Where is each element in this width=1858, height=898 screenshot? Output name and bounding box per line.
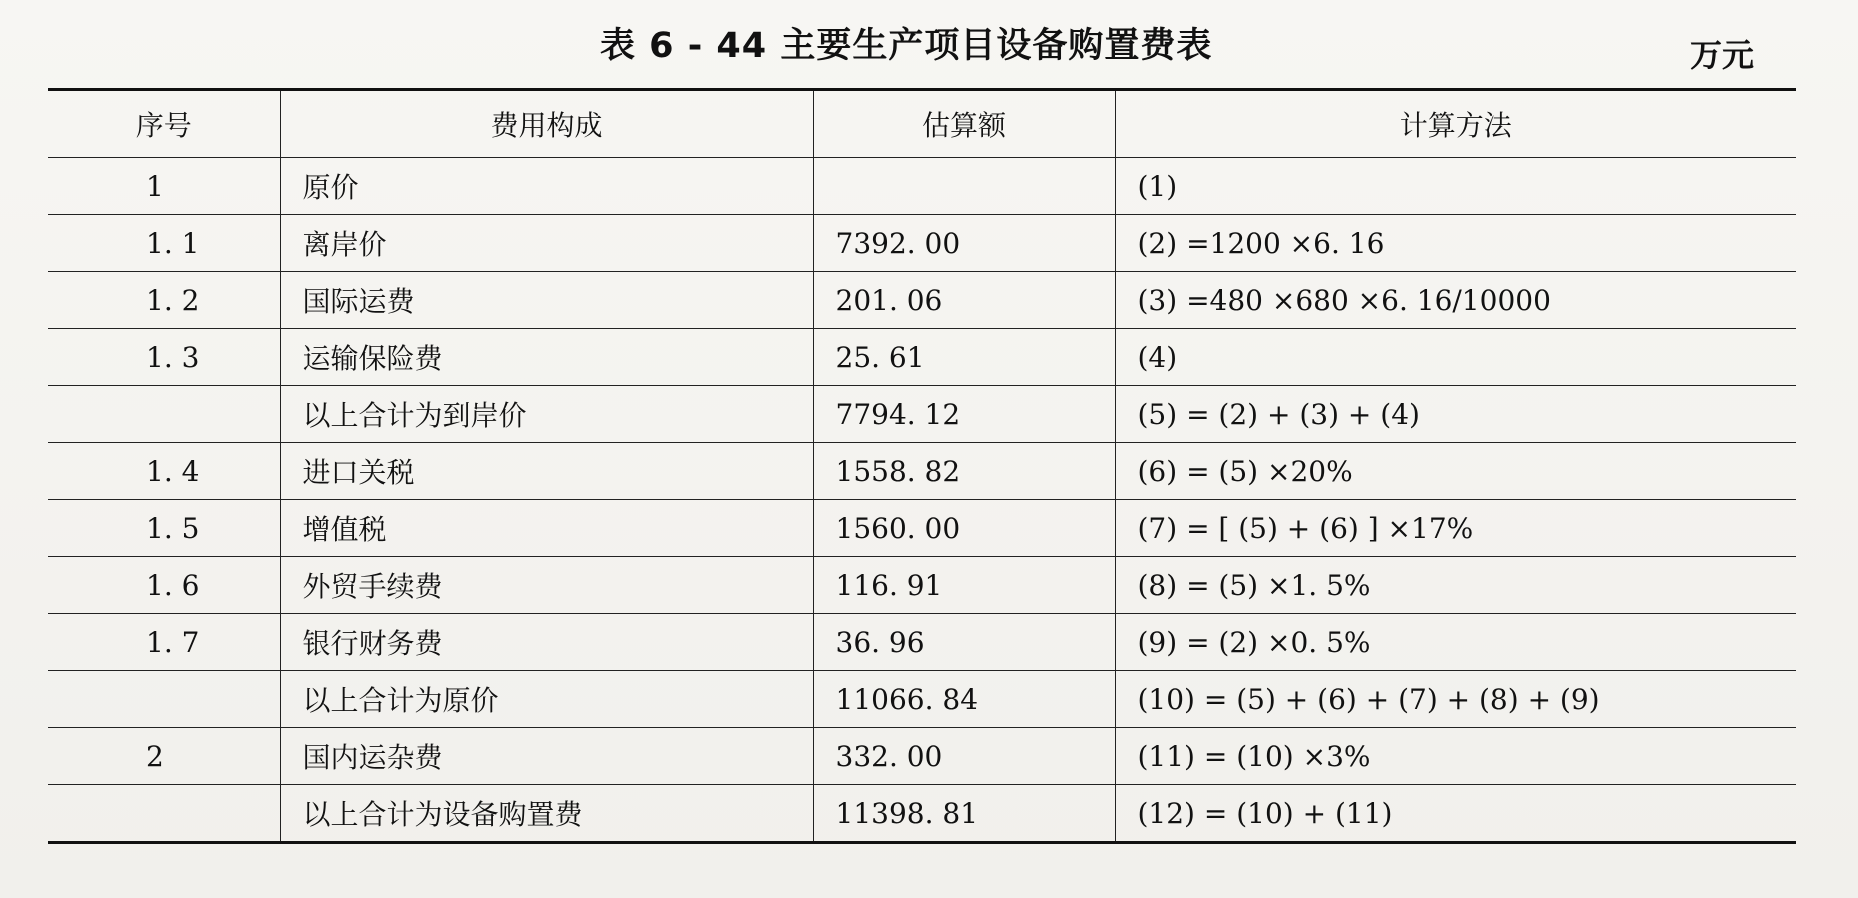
seq-cell: 1. 3 — [48, 329, 280, 386]
table-header-row — [48, 90, 1796, 158]
method-cell: (5) = (2) + (3) + (4) — [1115, 386, 1796, 443]
amount-cell: 7392. 00 — [813, 215, 1115, 272]
table-row — [48, 158, 1796, 215]
amount-cell — [813, 158, 1115, 215]
amount-cell: 36. 96 — [813, 614, 1115, 671]
seq-cell — [48, 386, 280, 443]
table-row — [48, 500, 1796, 557]
item-cell: 原价 — [280, 158, 813, 215]
item-cell: 外贸手续费 — [280, 557, 813, 614]
seq-cell: 1. 2 — [48, 272, 280, 329]
seq-cell: 1. 6 — [48, 557, 280, 614]
amount-cell: 11398. 81 — [813, 785, 1115, 843]
item-cell: 银行财务费 — [280, 614, 813, 671]
amount-cell: 11066. 84 — [813, 671, 1115, 728]
column-header-method: 计算方法 — [1115, 90, 1796, 158]
item-cell: 以上合计为原价 — [280, 671, 813, 728]
seq-cell: 1. 1 — [48, 215, 280, 272]
method-cell: (9) = (2) ×0. 5% — [1115, 614, 1796, 671]
method-cell: (10) = (5) + (6) + (7) + (8) + (9) — [1115, 671, 1796, 728]
table-row — [48, 215, 1796, 272]
seq-cell — [48, 785, 280, 843]
method-cell: (2) =1200 ×6. 16 — [1115, 215, 1796, 272]
table-row — [48, 329, 1796, 386]
item-cell: 以上合计为设备购置费 — [280, 785, 813, 843]
method-cell: (11) = (10) ×3% — [1115, 728, 1796, 785]
method-cell: (8) = (5) ×1. 5% — [1115, 557, 1796, 614]
amount-cell: 116. 91 — [813, 557, 1115, 614]
table-row — [48, 614, 1796, 671]
item-cell: 进口关税 — [280, 443, 813, 500]
equipment-cost-table — [48, 88, 1796, 844]
table-row — [48, 272, 1796, 329]
amount-cell: 1558. 82 — [813, 443, 1115, 500]
table-row — [48, 671, 1796, 728]
table-row — [48, 386, 1796, 443]
amount-cell: 25. 61 — [813, 329, 1115, 386]
method-cell: (12) = (10) + (11) — [1115, 785, 1796, 843]
seq-cell — [48, 671, 280, 728]
item-cell: 国内运杂费 — [280, 728, 813, 785]
table-row — [48, 728, 1796, 785]
item-cell: 国际运费 — [280, 272, 813, 329]
item-cell: 运输保险费 — [280, 329, 813, 386]
amount-cell: 201. 06 — [813, 272, 1115, 329]
seq-cell: 1. 5 — [48, 500, 280, 557]
item-cell: 增值税 — [280, 500, 813, 557]
method-cell: (3) =480 ×680 ×6. 16/10000 — [1115, 272, 1796, 329]
seq-cell: 1. 7 — [48, 614, 280, 671]
unit-label: 万元 — [1690, 36, 1755, 74]
table-row — [48, 785, 1796, 843]
column-header-item: 费用构成 — [280, 90, 813, 158]
table-row — [48, 557, 1796, 614]
amount-cell: 1560. 00 — [813, 500, 1115, 557]
method-cell: (4) — [1115, 329, 1796, 386]
table-title: 表 6 - 44 主要生产项目设备购置费表 — [600, 26, 1213, 66]
item-cell: 离岸价 — [280, 215, 813, 272]
seq-cell: 1. 4 — [48, 443, 280, 500]
seq-cell: 1 — [48, 158, 280, 215]
method-cell: (6) = (5) ×20% — [1115, 443, 1796, 500]
amount-cell: 7794. 12 — [813, 386, 1115, 443]
amount-cell: 332. 00 — [813, 728, 1115, 785]
seq-cell: 2 — [48, 728, 280, 785]
column-header-amount: 估算额 — [813, 90, 1115, 158]
method-cell: (1) — [1115, 158, 1796, 215]
table-row — [48, 443, 1796, 500]
item-cell: 以上合计为到岸价 — [280, 386, 813, 443]
column-header-seq: 序号 — [48, 90, 280, 158]
method-cell: (7) = [ (5) + (6) ] ×17% — [1115, 500, 1796, 557]
